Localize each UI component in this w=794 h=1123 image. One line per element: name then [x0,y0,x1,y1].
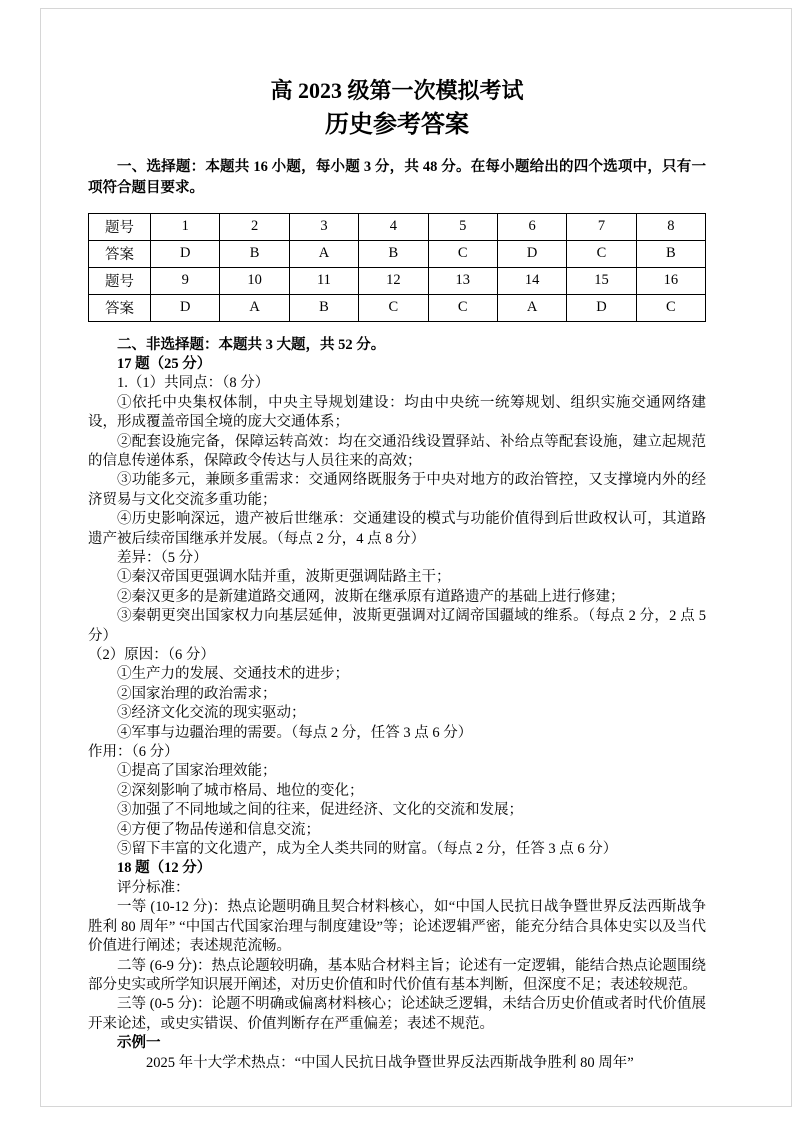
table-cell-label: 答案 [89,240,151,267]
table-cell-label: 题号 [89,213,151,240]
grade-1-criteria: 一等 (10-12 分)：热点论题明确且契合材料核心，如“中国人民抗日战争暨世界反法西斯战争胜利 80 周年” “中国古代国家治理与制度建设”等；论述逻辑严密，能充分结合具体史实以及当代价值进行阐述；表述规范流畅。 [88,899,706,955]
grade-2-criteria: 二等 (6-9 分)：热点论题较明确，基本贴合材料主旨；论述有一定逻辑，能结合热点论题围绕部分史实或所学知识展开阐述，对历史价值和时代价值有基本判断，但深度不足；表述较规范。 [88,957,706,993]
table-cell-value: D [151,294,220,321]
table-cell-value: B [289,294,358,321]
answer-point: ④方便了物品传递和信息交流； [117,821,320,838]
table-cell-label: 答案 [89,294,151,321]
example-heading: 示例一 [117,1035,161,1052]
table-cell-value: 2 [220,213,289,240]
doc-title: 高 2023 级第一次模拟考试 [270,78,524,103]
section2-heading: 二、非选择题：本题共 3 大题，共 52 分。 [117,336,386,353]
answer-point: ②深刻影响了城市格局、地位的变化； [117,782,364,799]
table-cell-value: B [359,240,428,267]
example-topic: 2025 年十大学术热点：“中国人民抗日战争暨世界反法西斯战争胜利 80 周年” [146,1054,634,1071]
table-cell-value: 16 [636,267,705,294]
table-row [89,240,706,267]
table-row [89,267,706,294]
answer-point: ③秦朝更突出国家权力向基层延伸，波斯更强调对辽阔帝国疆域的维系。（每点 2 分，2 点 5 分） [88,608,706,644]
answer-point: ⑤留下丰富的文化遗产，成为全人类共同的财富。（每点 2 分，任答 3 点 6 分） [117,841,618,858]
table-cell-value: 10 [220,267,289,294]
grading-standard-heading: 评分标准： [117,879,190,896]
grade-3-criteria: 三等 (0-5 分)：论题不明确或偏离材料核心；论述缺乏逻辑，未结合历史价值或者时代价值展开来论述，或史实错误、价值判断存在严重偏差；表述不规范。 [88,996,706,1032]
answer-point: ③经济文化交流的现实驱动； [117,705,306,722]
doc-subtitle: 历史参考答案 [325,112,469,138]
table-cell-value: D [497,240,566,267]
table-cell-value: A [220,294,289,321]
answer-point: ①提高了国家治理效能； [117,763,277,780]
table-cell-value: 8 [636,213,705,240]
table-cell-value: 7 [567,213,636,240]
difference-heading: 差异：（5 分） [117,549,208,566]
table-cell-value: 12 [359,267,428,294]
table-cell-value: B [636,240,705,267]
page-content [88,0,706,1073]
table-cell-value: D [151,240,220,267]
table-cell-value: 3 [289,213,358,240]
answer-point: ②配套设施完备，保障运转高效：均在交通沿线设置驿站、补给点等配套设施，建立起规范的信息传递体系，保障政令传达与人员往来的高效； [88,433,706,469]
answers-body [88,336,706,1073]
table-cell-value: 5 [428,213,497,240]
question-17-heading: 17 题（25 分） [117,355,212,372]
table-cell-value: 15 [567,267,636,294]
answer-table [88,213,706,322]
table-cell-value: C [428,294,497,321]
answer-point: ③功能多元，兼顾多重需求：交通网络既服务于中央对地方的政治管控，又支撑境内外的经济贸易与文化交流多重功能； [88,472,706,508]
table-cell-label: 题号 [89,267,151,294]
answer-point: ②秦汉更多的是新建道路交通网，波斯在继承原有道路遗产的基础上进行修建； [117,588,625,605]
answer-point: ④历史影响深远，遗产被后世继承：交通建设的模式与功能价值得到后世政权认可，其道路遗产被后续帝国继承并发展。（每点 2 分，4 点 8 分） [88,511,706,547]
table-cell-value: 11 [289,267,358,294]
table-cell-value: 13 [428,267,497,294]
table-cell-value: 1 [151,213,220,240]
reason-heading: （2）原因：（6 分） [88,647,215,663]
table-cell-value: A [289,240,358,267]
answer-point: ②国家治理的政治需求； [117,685,277,702]
table-cell-value: C [428,240,497,267]
common-points-heading: 1.（1）共同点：（8 分） [117,375,270,392]
effect-heading: 作用：（6 分） [88,744,179,761]
question-18-heading: 18 题（12 分） [117,860,212,877]
table-row [89,213,706,240]
answer-point: ④军事与边疆治理的需要。（每点 2 分，任答 3 点 6 分） [117,724,473,741]
table-cell-value: A [497,294,566,321]
table-cell-value: B [220,240,289,267]
table-cell-value: 14 [497,267,566,294]
section1-intro: 一、选择题：本题共 16 小题，每小题 3 分，共 48 分。在每小题给出的四个选项中，只有一项符合题目要求。 [88,159,706,196]
table-cell-value: 6 [497,213,566,240]
answer-point: ①秦汉帝国更强调水陆并重，波斯更强调陆路主干； [117,569,451,586]
table-row [89,294,706,321]
answer-point: ①依托中央集权体制，中央主导规划建设：均由中央统一统筹规划、组织实施交通网络建设，形成覆盖帝国全境的庞大交通体系； [88,394,706,431]
table-cell-value: C [636,294,705,321]
table-cell-value: C [359,294,428,321]
table-cell-value: 4 [359,213,428,240]
answer-point: ①生产力的发展、交通技术的进步； [117,666,349,683]
table-cell-value: C [567,240,636,267]
table-cell-value: D [567,294,636,321]
table-cell-value: 9 [151,267,220,294]
answer-point: ③加强了不同地域之间的往来，促进经济、文化的交流和发展； [117,802,523,819]
